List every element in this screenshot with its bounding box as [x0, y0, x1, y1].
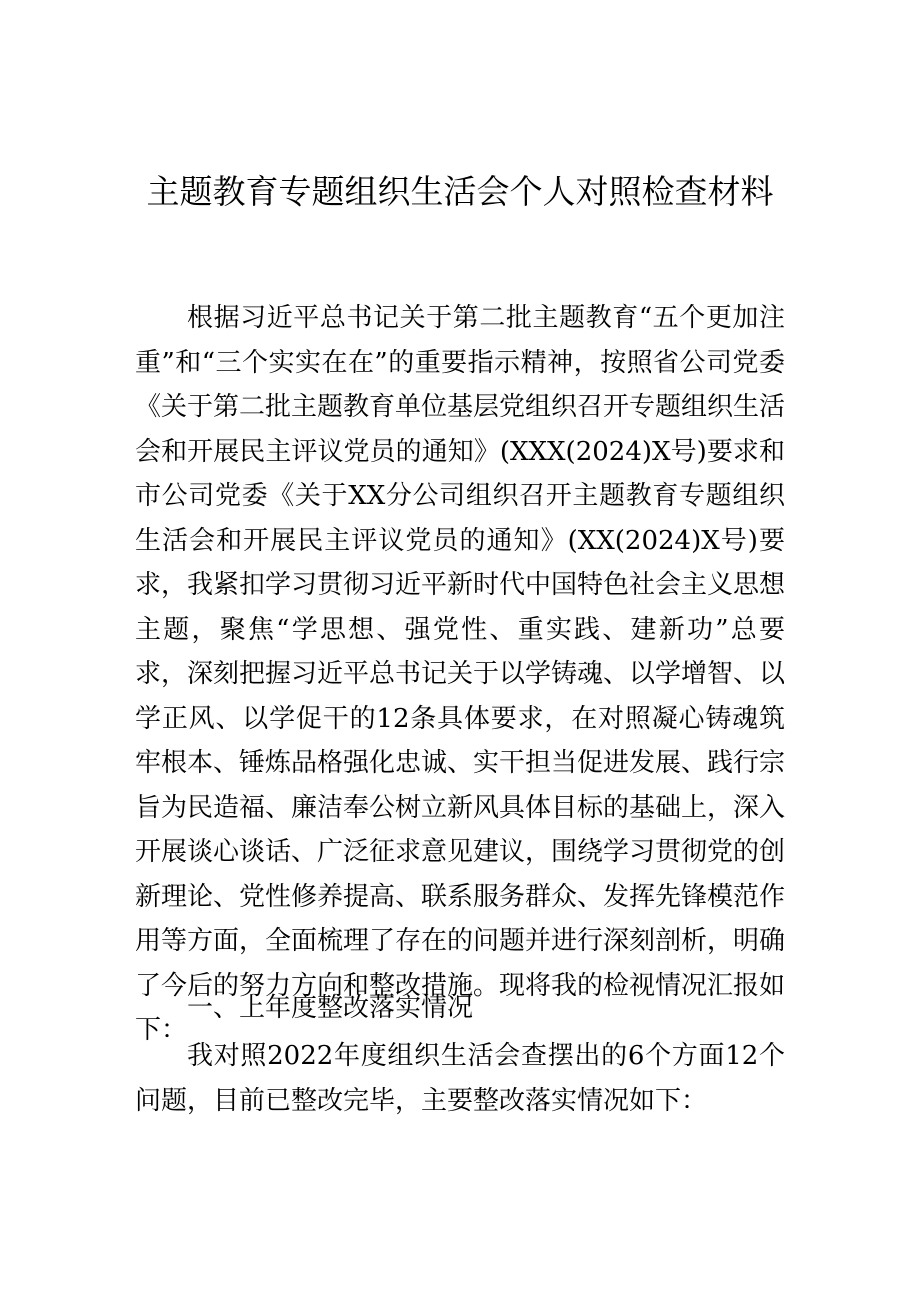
document-title: 主题教育专题组织生活会个人对照检查材料: [146, 172, 774, 211]
section-heading: 一、上年度整改落实情况: [187, 993, 474, 1023]
section-paragraph: 我对照2022年度组织生活会查摆出的6个方面12个问题，目前已整改完毕，主要整改落实情况如下：: [135, 1041, 785, 1116]
intro-paragraph: 根据习近平总书记关于第二批主题教育“五个更加注重”和“三个实实在在”的重要指示精神，按照省公司党委《关于第二批主题教育单位基层党组织召开专题组织生活会和开展民主评议党员的通知》(XXX(2024)X号)要求和市公司党委《关于XX分公司组织召开主题教育专题组织生活会和开展民主评议党员的通知》(XX(2024)X号)要求，我紧扣学习贯彻习近平新时代中国特色社会主义思想主题，聚焦“学思想、强党性、重实践、建新功”总要求，深刻把握习近平总书记关于以学铸魂、以学增智、以学正风、以学促干的12条具体要求，在对照凝心铸魂筑牢根本、锤炼品格强化忠诚、实干担当促进发展、践行宗旨为民造福、廉洁奉公树立新风具体目标的基础上，深入开展谈心谈话、广泛征求意见建议，围绕学习贯彻党的创新理论、党性修养提高、联系服务群众、发挥先锋模范作用等方面，全面梳理了存在的问题并进行深刻剖析，明确了今后的努力方向和整改措施。现将我的检视情况汇报如下：: [135, 303, 786, 1045]
